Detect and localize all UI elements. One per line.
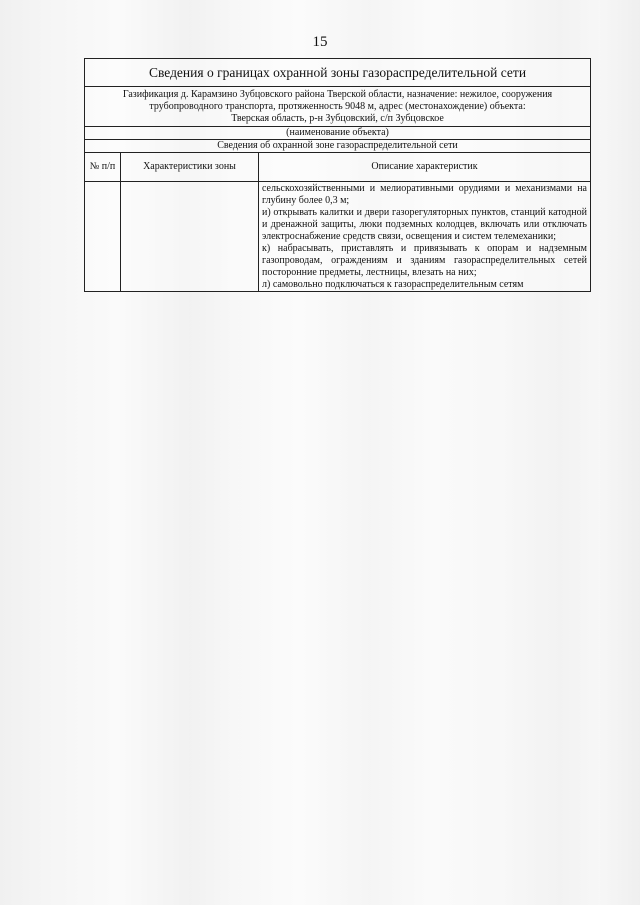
row-characteristics-cell	[121, 182, 259, 292]
row-description-cell	[259, 182, 591, 292]
section-title: Сведения об охранной зоне газораспределительной сети	[85, 140, 591, 153]
column-header-characteristics: Характеристики зоны	[121, 153, 259, 182]
object-name	[85, 87, 591, 127]
row-num-cell	[85, 182, 121, 292]
description-paragraph: к) набрасывать, приставлять и привязывать к опорам и надземным газопроводам, ограждениям и зданиям газораспределительных сетей посторонние предметы, лестницы, влезать на них;	[262, 243, 587, 278]
page-number: 15	[312, 34, 328, 50]
object-line: Газификация д. Карамзино Зубцовского района Тверской области, назначение: нежилое, сооружения	[122, 89, 553, 100]
object-line: Тверская область, р-н Зубцовский, с/п Зубцовское	[231, 113, 444, 124]
column-header-num: № п/п	[85, 153, 121, 182]
object-caption: (наименование объекта)	[85, 127, 591, 140]
description-paragraph: сельскохозяйственными и мелиоративными орудиями и механизмами на глубину более 0,3 м;	[262, 183, 587, 206]
description-paragraph: л) самовольно подключаться к газораспределительным сетям	[262, 279, 524, 290]
column-header-description: Описание характеристик	[259, 153, 591, 182]
description-paragraph: и) открывать калитки и двери газорегуляторных пунктов, станций катодной и дренажной защиты, люки подземных колодцев, включать или отключать электроснабжение средств связи, освещения и систем телемеханики;	[262, 207, 587, 242]
protection-zone-table	[84, 58, 591, 292]
object-line: трубопроводного транспорта, протяженность 9048 м, адрес (местонахождение) объекта:	[149, 101, 526, 112]
table-row	[85, 182, 591, 292]
table-title: Сведения о границах охранной зоны газораспределительной сети	[85, 59, 591, 87]
